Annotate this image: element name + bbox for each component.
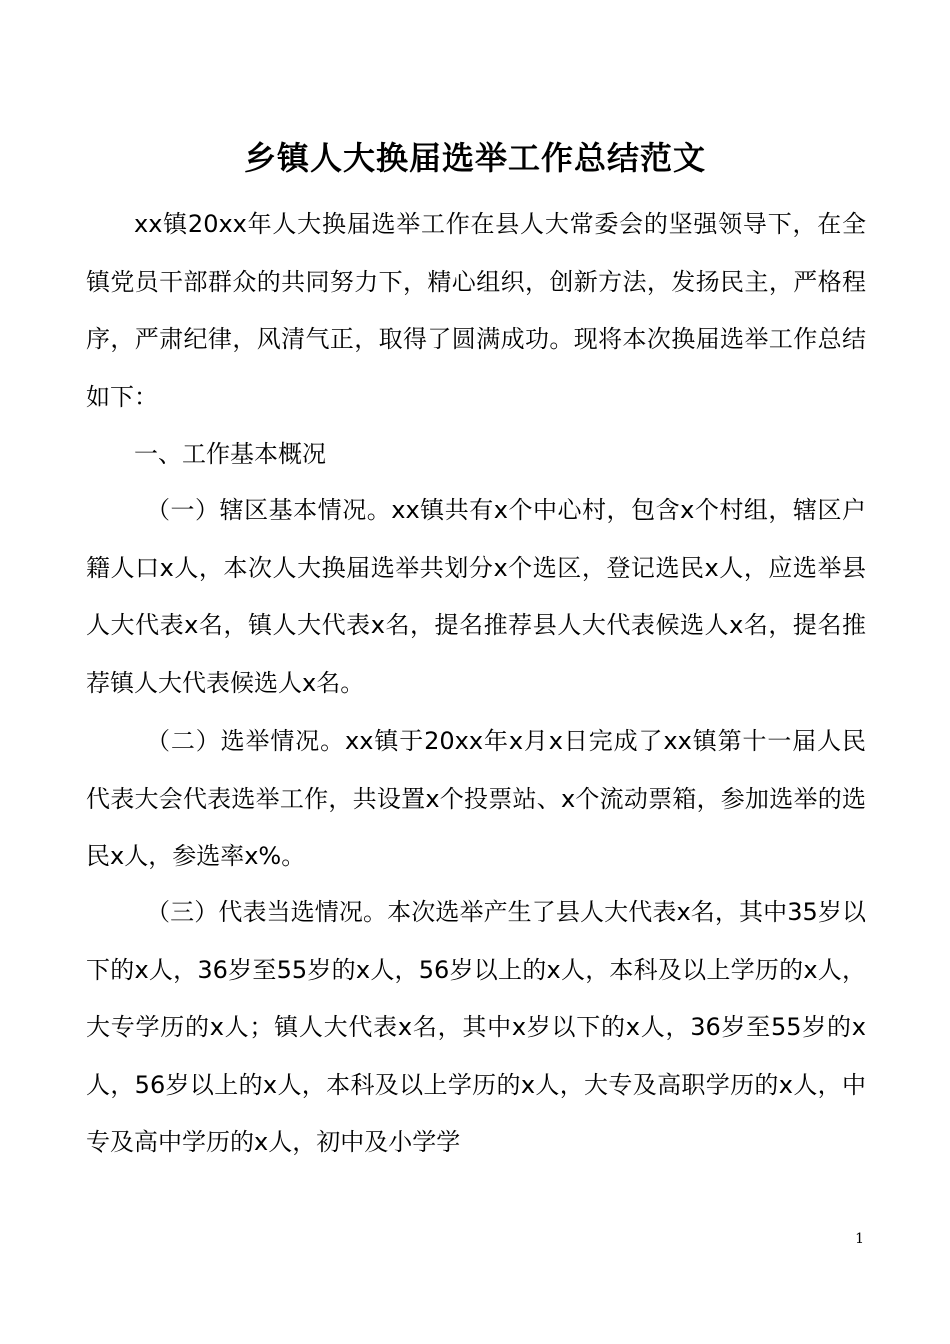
item-3-paragraph: （三）代表当选情况。本次选举产生了县人大代表x名，其中35岁以下的x人，36岁至55岁的x人，56岁以上的x人，本科及以上学历的x人，大专学历的x人；镇人大代表x名，其中x岁以下的x人，36岁至55岁的x人，56岁以上的x人，本科及以上学历的x人，大专及高职学历的x人，中专及高中学历的x人，初中及小学学 [86, 898, 866, 1156]
section-heading: 一、工作基本概况 [134, 440, 326, 468]
item-2-paragraph: （二）选举情况。xx镇于20xx年x月x日完成了xx镇第十一届人民代表大会代表选举工作，共设置x个投票站、x个流动票箱，参加选举的选民x人，参选率x%。 [86, 727, 866, 870]
document-title: 乡镇人大换届选举工作总结范文 [243, 139, 706, 177]
item-1-paragraph: （一）辖区基本情况。xx镇共有x个中心村，包含x个村组，辖区户籍人口x人，本次人大换届选举共划分x个选区，登记选民x人，应选举县人大代表x名，镇人大代表x名，提名推荐县人大代表候选人x名，提名推荐镇人大代表候选人x名。 [86, 496, 866, 697]
page-number: 1 [855, 1231, 864, 1247]
intro-paragraph: xx镇20xx年人大换届选举工作在县人大常委会的坚强领导下，在全镇党员干部群众的共同努力下，精心组织，创新方法，发扬民主，严格程序，严肃纪律，风清气正，取得了圆满成功。现将本次换届选举工作总结如下： [86, 210, 866, 411]
